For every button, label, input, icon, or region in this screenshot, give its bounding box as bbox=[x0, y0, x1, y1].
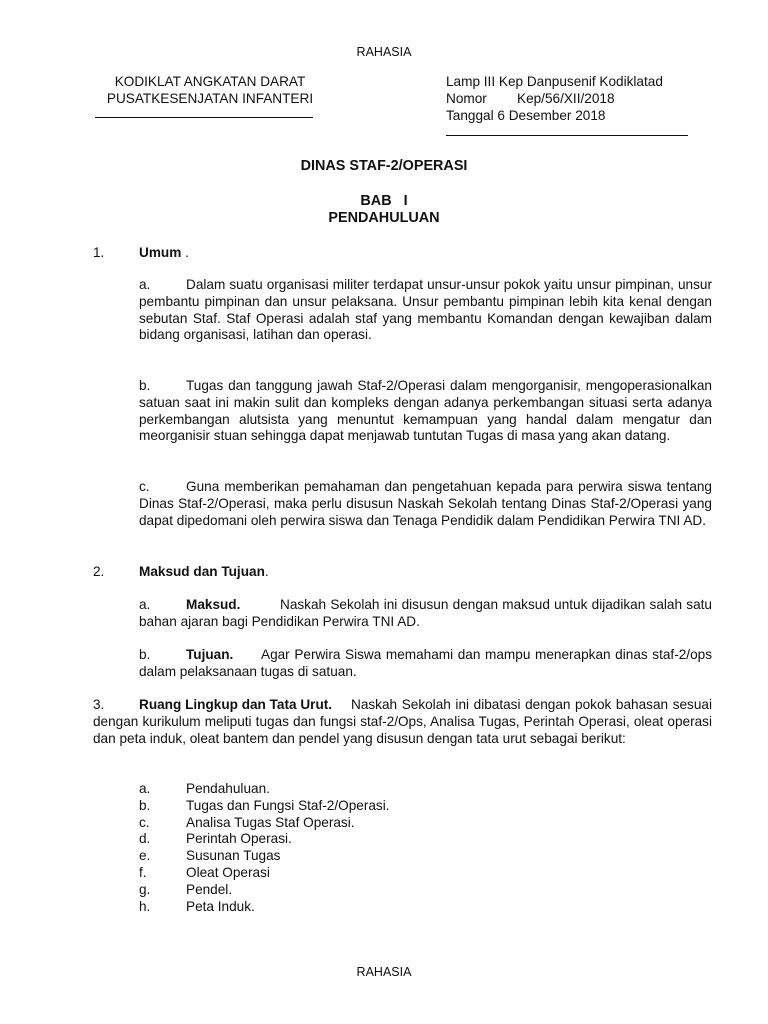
header-right bbox=[446, 74, 663, 124]
chapter-title: PENDAHULUAN bbox=[328, 210, 440, 226]
item-letter: b. bbox=[139, 647, 151, 662]
classification-top: RAHASIA bbox=[356, 45, 412, 59]
chapter-number: BAB I bbox=[360, 193, 408, 209]
item-label: Maksud. bbox=[186, 597, 241, 612]
header-left-underline bbox=[95, 117, 313, 118]
list-item: e. Susunan Tugas bbox=[139, 848, 281, 864]
header-right-nomor bbox=[446, 91, 663, 108]
section1-item-a bbox=[139, 277, 712, 344]
list-item: c. Analisa Tugas Staf Operasi. bbox=[139, 814, 355, 830]
nomor-label: Nomor bbox=[446, 90, 487, 106]
list-item: b. Tugas dan Fungsi Staf-2/Operasi. bbox=[139, 797, 390, 813]
section1-item-c bbox=[139, 479, 712, 529]
header-left bbox=[93, 74, 327, 108]
item-letter: b. bbox=[139, 378, 151, 393]
section2-item-a bbox=[139, 597, 712, 631]
list-item: f. Oleat Operasi bbox=[139, 864, 270, 880]
section2-heading: Maksud dan Tujuan. bbox=[139, 564, 269, 579]
item-label: Tujuan. bbox=[186, 647, 234, 662]
section2-item-b bbox=[139, 647, 712, 681]
list-item: a. Pendahuluan. bbox=[139, 781, 270, 796]
section3-paragraph bbox=[93, 697, 712, 747]
classification-bottom: RAHASIA bbox=[356, 965, 412, 979]
header-right-tanggal: Tanggal 6 Desember 2018 bbox=[446, 107, 606, 123]
item-text: Naskah Sekolah ini disusun dengan maksud untuk dijadikan salah satu bahan ajaran bagi Pendidikan Perwira TNI AD. bbox=[139, 597, 712, 629]
header-left-line1: KODIKLAT ANGKATAN DARAT bbox=[114, 74, 306, 89]
section3-list bbox=[139, 781, 390, 915]
header-right-underline bbox=[446, 135, 688, 136]
item-text: Guna memberikan pemahaman dan pengetahuan kepada para perwira siswa tentang Dinas Staf-2/Operasi, maka perlu disusun Naskah Sekolah tentang Dinas Staf-2/Operasi yang dapat dipedomani oleh perwira siswa dan Tenaga Pendidik dalam Pendidikan Perwira TNI AD. bbox=[139, 479, 712, 528]
header-right-line1: Lamp III Kep Danpusenif Kodiklatad bbox=[446, 74, 663, 89]
item-letter: a. bbox=[139, 597, 151, 612]
header-left-line2: PUSATKESENJATAN INFANTERI bbox=[106, 90, 314, 106]
item-text: Dalam suatu organisasi militer terdapat unsur-unsur pokok yaitu unsur pimpinan, unsur pembantu pimpinan dan unsur pelaksana. Unsur pembantu pimpinan lebih kita kenal dengan sebutan Staf. Staf Operasi adalah staf yang membantu Komandan dengan kewajiban dalam bidang organisasi, latihan dan operasi. bbox=[139, 277, 712, 343]
item-text: Agar Perwira Siswa memahami dan mampu menerapkan dinas staf-2/ops dalam pelaksanaan tugas di satuan. bbox=[139, 647, 712, 679]
document-title: DINAS STAF-2/OPERASI bbox=[300, 158, 468, 174]
section1-heading: Umum . bbox=[139, 245, 189, 260]
nomor-value: Kep/56/XII/2018 bbox=[517, 90, 615, 106]
section3-text: Naskah Sekolah ini dibatasi dengan pokok bahasan sesuai dengan kurikulum meliputi tugas dan fungsi staf-2/Ops, Analisa Tugas, Perintah Operasi, oleat operasi dan peta induk, oleat bantem dan pendel yang disusun dengan tata urut sebagai berikut: bbox=[93, 697, 712, 746]
section2-number: 2. bbox=[93, 564, 105, 579]
item-text: Tugas dan tanggung jawah Staf-2/Operasi dalam mengorganisir, mengoperasionalkan satuan saat ini makin sulit dan kompleks dengan adanya perkembangan situasi serta adanya perkembangan alutsista yang menuntut kemampuan yang handal dalam mengatur dan meorganisir stuan sehingga dapat menjawab tuntutan Tugas di masa yang akan datang. bbox=[139, 378, 712, 444]
section1-number: 1. bbox=[93, 245, 105, 260]
section3-number: 3. bbox=[93, 697, 105, 712]
list-item: d. Perintah Operasi. bbox=[139, 831, 292, 847]
section3-heading: Ruang Lingkup dan Tata Urut. bbox=[139, 697, 333, 712]
section1-item-b bbox=[139, 378, 712, 445]
item-letter: a. bbox=[139, 277, 151, 292]
list-item: h. Peta Induk. bbox=[139, 898, 255, 914]
list-item: g. Pendel. bbox=[139, 881, 233, 897]
item-letter: c. bbox=[139, 479, 150, 494]
